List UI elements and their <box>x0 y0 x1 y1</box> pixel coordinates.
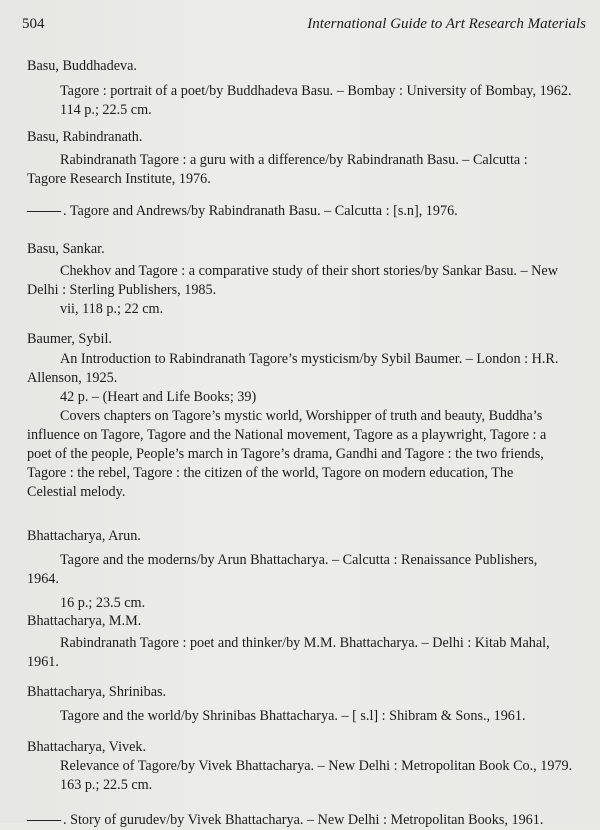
entry-note: Tagore : the rebel, Tagore : the citizen of the world, Tagore on modern education, The <box>27 465 514 481</box>
entry-year: 1964. <box>27 571 59 587</box>
entry-note: Covers chapters on Tagore’s mystic world, Worshipper of truth and beauty, Buddha’s <box>60 408 543 424</box>
repeat-author-dash <box>27 820 61 821</box>
entry-extent: vii, 118 p.; 22 cm. <box>60 301 164 317</box>
entry-author: Basu, Buddhadeva. <box>27 58 137 74</box>
entry-title: Relevance of Tagore/by Vivek Bhattacharya. – New Delhi : Metropolitan Book Co., 1979. <box>60 758 573 774</box>
entry-extent: 42 p. – (Heart and Life Books; 39) <box>60 389 257 405</box>
page-number: 504 <box>22 16 45 32</box>
entry-year: 1961. <box>27 654 59 670</box>
entry-bhattacharya-mm <box>27 612 586 672</box>
entry-title: Tagore and the moderns/by Arun Bhattacharya. – Calcutta : Renaissance Publishers, <box>60 552 538 568</box>
entry-baumer-sybil <box>27 330 586 502</box>
entry-publisher: Delhi : Sterling Publishers, 1985. <box>27 282 217 298</box>
entry-extent: 114 p.; 22.5 cm. <box>60 102 152 118</box>
entry-note: Celestial melody. <box>27 484 126 500</box>
entry-note: poet of the people, People’s march in Tagore’s drama, Gandhi and Tagore : the two friends, <box>27 446 544 462</box>
see-also-text: . Tagore and Andrews/by Rabindranath Basu. – Calcutta : [s.n], 1976. <box>63 203 458 219</box>
page-header <box>22 16 586 38</box>
repeat-author-dash <box>27 211 61 212</box>
entry-basu-sankar <box>27 240 586 319</box>
entry-title: Rabindranath Tagore : a guru with a difference/by Rabindranath Basu. – Calcutta : <box>60 152 528 168</box>
entry-title: Rabindranath Tagore : poet and thinker/by M.M. Bhattacharya. – Delhi : Kitab Mahal, <box>60 635 550 651</box>
entry-author: Bhattacharya, Arun. <box>27 528 141 544</box>
entry-note: influence on Tagore, Tagore and the National movement, Tagore as a playwright, Tagore : a <box>27 427 547 443</box>
entry-basu-rabindranath <box>27 128 586 221</box>
entry-author: Basu, Sankar. <box>27 241 105 257</box>
running-title: International Guide to Art Research Materials <box>307 16 586 32</box>
entry-title: Tagore and the world/by Shrinibas Bhattacharya. – [ s.l] : Shibram & Sons., 1961. <box>60 708 526 724</box>
entry-bhattacharya-arun <box>27 527 586 613</box>
entry-extent: 16 p.; 23.5 cm. <box>60 595 146 611</box>
entry-title: Tagore : portrait of a poet/by Buddhadeva Basu. – Bombay : University of Bombay, 1962. <box>60 83 572 99</box>
entry-author: Baumer, Sybil. <box>27 331 112 347</box>
entry-see-also <box>27 811 586 830</box>
entry-see-also <box>27 202 586 221</box>
entry-basu-buddhadeva <box>27 57 586 120</box>
entry-author: Bhattacharya, Vivek. <box>27 739 147 755</box>
entry-author: Basu, Rabindranath. <box>27 129 143 145</box>
entry-bhattacharya-shrinibas <box>27 683 586 726</box>
entry-publisher: Allenson, 1925. <box>27 370 118 386</box>
entry-bhattacharya-vivek <box>27 738 586 830</box>
entry-title: Chekhov and Tagore : a comparative study of their short stories/by Sankar Basu. – New <box>60 263 558 279</box>
see-also-text: . Story of gurudev/by Vivek Bhattacharya. – New Delhi : Metropolitan Books, 1961. <box>63 812 544 828</box>
entry-author: Bhattacharya, Shrinibas. <box>27 684 167 700</box>
entry-publisher: Tagore Research Institute, 1976. <box>27 171 211 187</box>
entry-title: An Introduction to Rabindranath Tagore’s mysticism/by Sybil Baumer. – London : H.R. <box>60 351 559 367</box>
entry-author: Bhattacharya, M.M. <box>27 613 142 629</box>
entry-extent: 163 p.; 22.5 cm. <box>60 777 153 793</box>
